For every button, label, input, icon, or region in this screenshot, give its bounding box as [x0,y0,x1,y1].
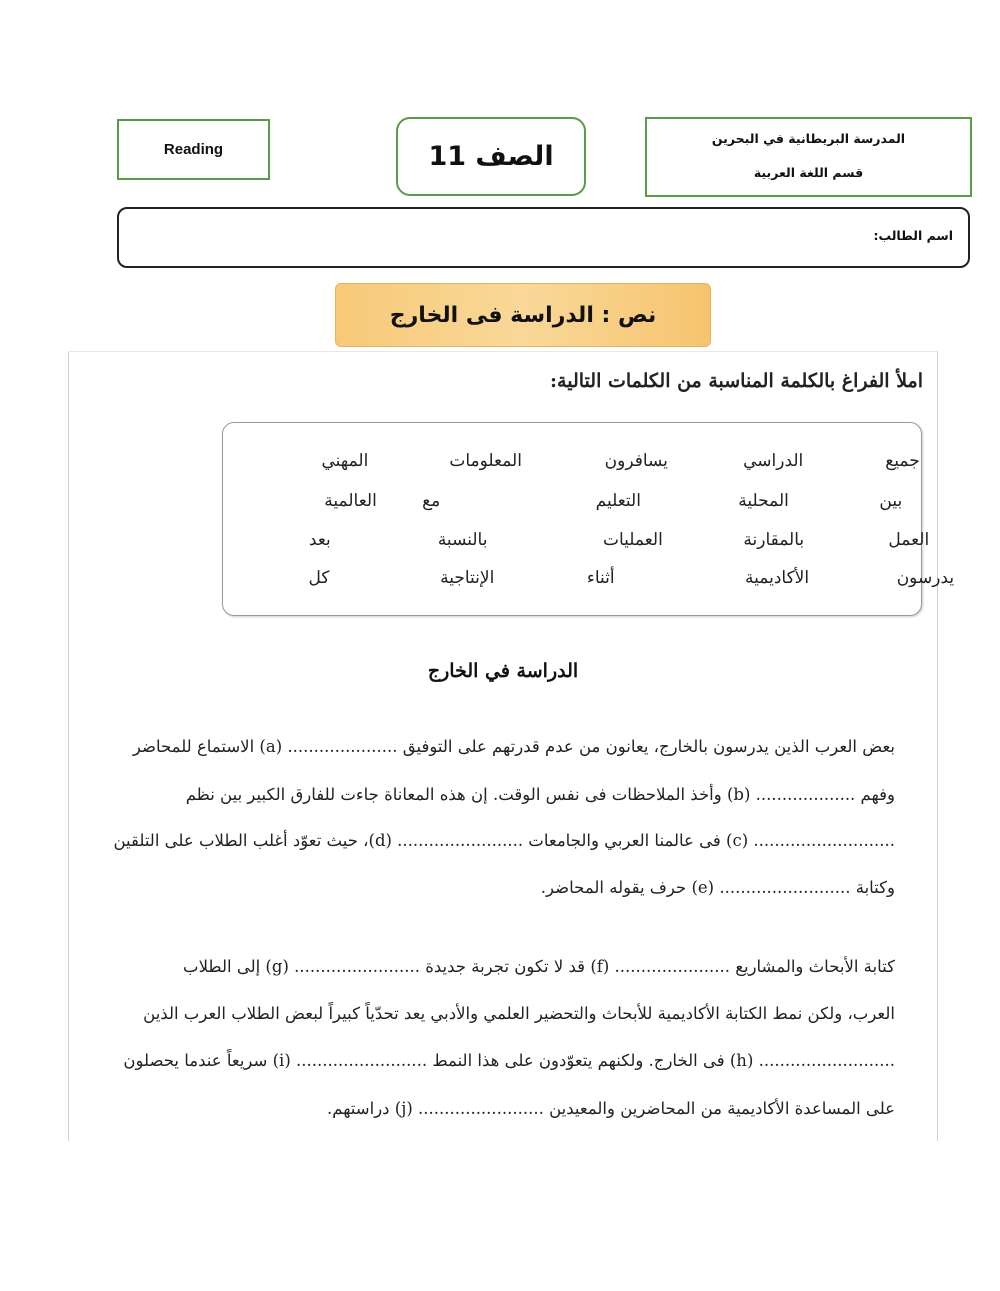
passage-line: .......................... (h) فى الخارج. ولكنهم يتعوّدون على هذا النمط ......................... (i) سريعاً عندما يحصلون [123,1051,895,1070]
word-bank-item: أثناء [586,568,615,588]
school-name: المدرسة البريطانية في البحرين [711,131,906,146]
passage-line: كتابة الأبحاث والمشاريع ...................... (f) قد لا تكون تجربة جديدة ........................ (g) إلى الطلاب [183,957,895,976]
word-bank-item: يسافرون [604,451,668,471]
student-name-field[interactable] [117,207,970,268]
passage-line: بعض العرب الذين يدرسون بالخارج، يعانون من عدم قدرتهم على التوفيق ..................... (a) الاستماع للمحاضر [132,737,895,756]
lesson-title-banner [335,283,711,347]
word-bank-item: كل [308,568,330,588]
word-bank-item: الإنتاجية [440,568,495,588]
passage-line: ........................... (c) فى عالمنا العربي والجامعات ........................ (d)، حيث تعوّد أغلب الطلاب على التلقين [113,831,895,850]
exercise-instruction: املأ الفراغ بالكلمة المناسبة من الكلمات التالية: [550,370,923,392]
word-bank-item: بعد [308,530,331,550]
subject-label: Reading [163,141,224,158]
word-bank-item: يدرسون [896,568,955,588]
grade-label: الصف 11 [428,141,554,172]
word-bank-item: المعلومات [449,451,522,471]
department-name: قسم اللغة العربية [753,165,864,180]
word-bank-item: المحلية [738,491,789,511]
word-bank-item: العالمية [324,491,377,511]
word-bank-item: العمليات [602,530,663,550]
passage-line: العرب، ولكن نمط الكتابة الأكاديمية للأبحاث والتحضير العلمي والأدبي يعد تحدّياً كبيراً لبعض الطلاب العرب الذين [143,1004,895,1023]
passage-line: وكتابة ......................... (e) حرف يقوله المحاضر. [540,878,895,897]
lesson-title: نص : الدراسة فى الخارج [389,302,657,328]
word-bank-item: الدراسي [743,451,804,471]
word-bank-item: المهني [321,451,369,471]
word-bank-item: بالمقارنة [743,530,805,550]
word-bank-item: مع [422,491,441,511]
passage-line: وفهم ................... (b) وأخذ الملاحظات فى نفس الوقت. إن هذه المعاناة جاءت للفارق الكبير بين نظم [185,785,895,804]
passage-title: الدراسة في الخارج [427,660,579,682]
word-bank-item: التعليم [595,491,641,511]
subject-box [117,119,270,180]
word-bank-item: جميع [885,451,920,471]
passage-line: على المساعدة الأكاديمية من المحاضرين والمعيدين ........................ (j) دراستهم. [326,1099,895,1118]
word-bank-item: العمل [888,530,930,550]
word-bank-item: الأكاديمية [745,568,810,588]
grade-box [396,117,586,196]
word-bank-item: بين [879,491,903,511]
exercise-panel [68,351,955,1141]
student-name-label: اسم الطالب: [873,228,953,243]
school-info-box [645,117,972,197]
word-bank-item: بالنسبة [437,530,488,550]
word-bank [222,422,955,616]
